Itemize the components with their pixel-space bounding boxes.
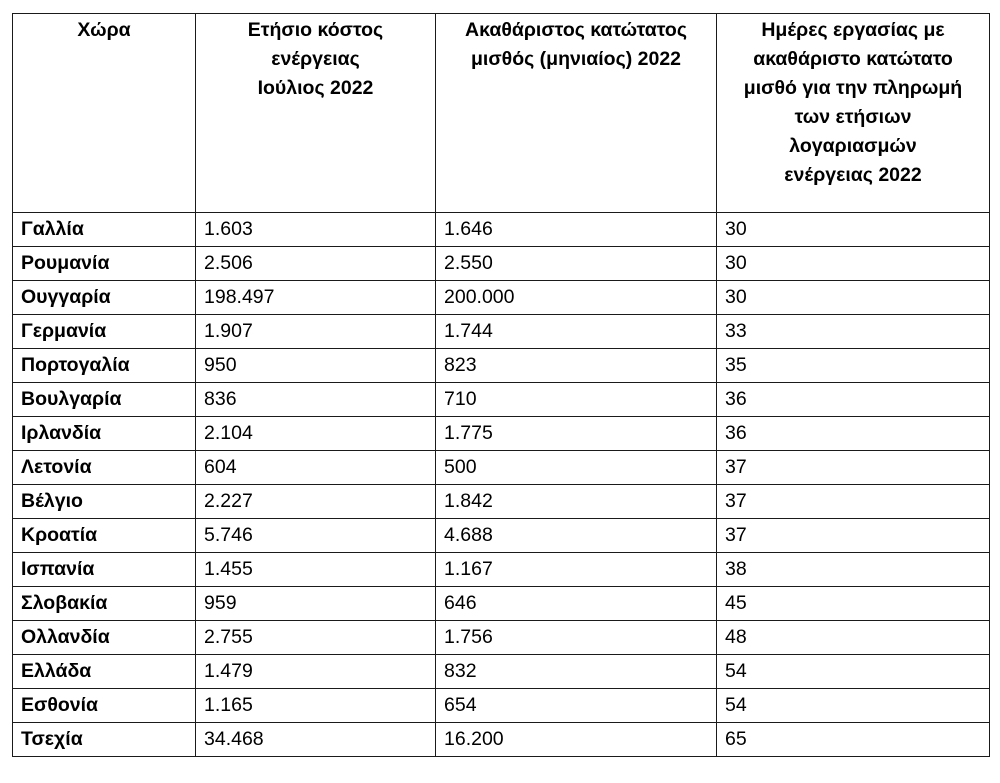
cell-country: Γερμανία (13, 315, 196, 349)
table-row (13, 383, 990, 417)
cell-min-wage: 654 (436, 689, 717, 723)
cell-energy-cost: 604 (196, 451, 436, 485)
table-row (13, 417, 990, 451)
cell-work-days: 54 (717, 689, 990, 723)
header-annual-energy-cost: Ετήσιο κόστος ενέργειας Ιούλιος 2022 (196, 14, 436, 213)
table-row (13, 451, 990, 485)
cell-energy-cost: 950 (196, 349, 436, 383)
cell-min-wage: 1.646 (436, 213, 717, 247)
cell-work-days: 37 (717, 519, 990, 553)
header-work-days: Ημέρες εργασίας με ακαθάριστο κατώτατο μισθό για την πληρωμή των ετήσιων λογαριασμών ενέργειας 2022 (717, 14, 990, 213)
cell-work-days: 48 (717, 621, 990, 655)
cell-work-days: 37 (717, 485, 990, 519)
cell-country: Ολλανδία (13, 621, 196, 655)
cell-energy-cost: 1.907 (196, 315, 436, 349)
cell-min-wage: 4.688 (436, 519, 717, 553)
cell-min-wage: 1.167 (436, 553, 717, 587)
cell-country: Ισπανία (13, 553, 196, 587)
cell-energy-cost: 959 (196, 587, 436, 621)
cell-work-days: 65 (717, 723, 990, 757)
cell-energy-cost: 836 (196, 383, 436, 417)
cell-country: Ουγγαρία (13, 281, 196, 315)
cell-energy-cost: 34.468 (196, 723, 436, 757)
cell-min-wage: 1.744 (436, 315, 717, 349)
cell-country: Ιρλανδία (13, 417, 196, 451)
cell-country: Εσθονία (13, 689, 196, 723)
cell-min-wage: 710 (436, 383, 717, 417)
cell-country: Πορτογαλία (13, 349, 196, 383)
cell-min-wage: 823 (436, 349, 717, 383)
cell-energy-cost: 5.746 (196, 519, 436, 553)
table-row (13, 621, 990, 655)
cell-country: Σλοβακία (13, 587, 196, 621)
header-row (13, 14, 990, 213)
table-row (13, 689, 990, 723)
cell-work-days: 30 (717, 213, 990, 247)
cell-work-days: 33 (717, 315, 990, 349)
cell-country: Λετονία (13, 451, 196, 485)
cell-country: Κροατία (13, 519, 196, 553)
energy-cost-table (12, 13, 990, 757)
cell-min-wage: 500 (436, 451, 717, 485)
table-row (13, 349, 990, 383)
cell-country: Ελλάδα (13, 655, 196, 689)
cell-energy-cost: 198.497 (196, 281, 436, 315)
cell-work-days: 45 (717, 587, 990, 621)
table-row (13, 247, 990, 281)
cell-country: Τσεχία (13, 723, 196, 757)
header-country: Χώρα (13, 14, 196, 213)
cell-work-days: 35 (717, 349, 990, 383)
cell-min-wage: 1.842 (436, 485, 717, 519)
cell-energy-cost: 2.506 (196, 247, 436, 281)
cell-work-days: 30 (717, 247, 990, 281)
table-row (13, 723, 990, 757)
table-container (12, 13, 990, 757)
cell-energy-cost: 1.603 (196, 213, 436, 247)
cell-country: Βέλγιο (13, 485, 196, 519)
cell-country: Ρουμανία (13, 247, 196, 281)
table-body (13, 213, 990, 757)
cell-min-wage: 16.200 (436, 723, 717, 757)
cell-energy-cost: 1.165 (196, 689, 436, 723)
cell-country: Βουλγαρία (13, 383, 196, 417)
table-row (13, 655, 990, 689)
table-row (13, 485, 990, 519)
cell-work-days: 30 (717, 281, 990, 315)
cell-min-wage: 1.756 (436, 621, 717, 655)
table-row (13, 553, 990, 587)
cell-work-days: 54 (717, 655, 990, 689)
cell-energy-cost: 1.479 (196, 655, 436, 689)
table-row (13, 519, 990, 553)
cell-energy-cost: 2.227 (196, 485, 436, 519)
table-row (13, 315, 990, 349)
cell-min-wage: 1.775 (436, 417, 717, 451)
cell-min-wage: 200.000 (436, 281, 717, 315)
table-row (13, 587, 990, 621)
cell-work-days: 38 (717, 553, 990, 587)
cell-country: Γαλλία (13, 213, 196, 247)
header-gross-minimum-wage: Ακαθάριστος κατώτατος μισθός (μηνιαίος) 2022 (436, 14, 717, 213)
table-row (13, 281, 990, 315)
cell-min-wage: 832 (436, 655, 717, 689)
table-row (13, 213, 990, 247)
cell-work-days: 37 (717, 451, 990, 485)
cell-min-wage: 646 (436, 587, 717, 621)
cell-work-days: 36 (717, 383, 990, 417)
cell-min-wage: 2.550 (436, 247, 717, 281)
cell-work-days: 36 (717, 417, 990, 451)
table-header (13, 14, 990, 213)
cell-energy-cost: 2.104 (196, 417, 436, 451)
cell-energy-cost: 2.755 (196, 621, 436, 655)
cell-energy-cost: 1.455 (196, 553, 436, 587)
